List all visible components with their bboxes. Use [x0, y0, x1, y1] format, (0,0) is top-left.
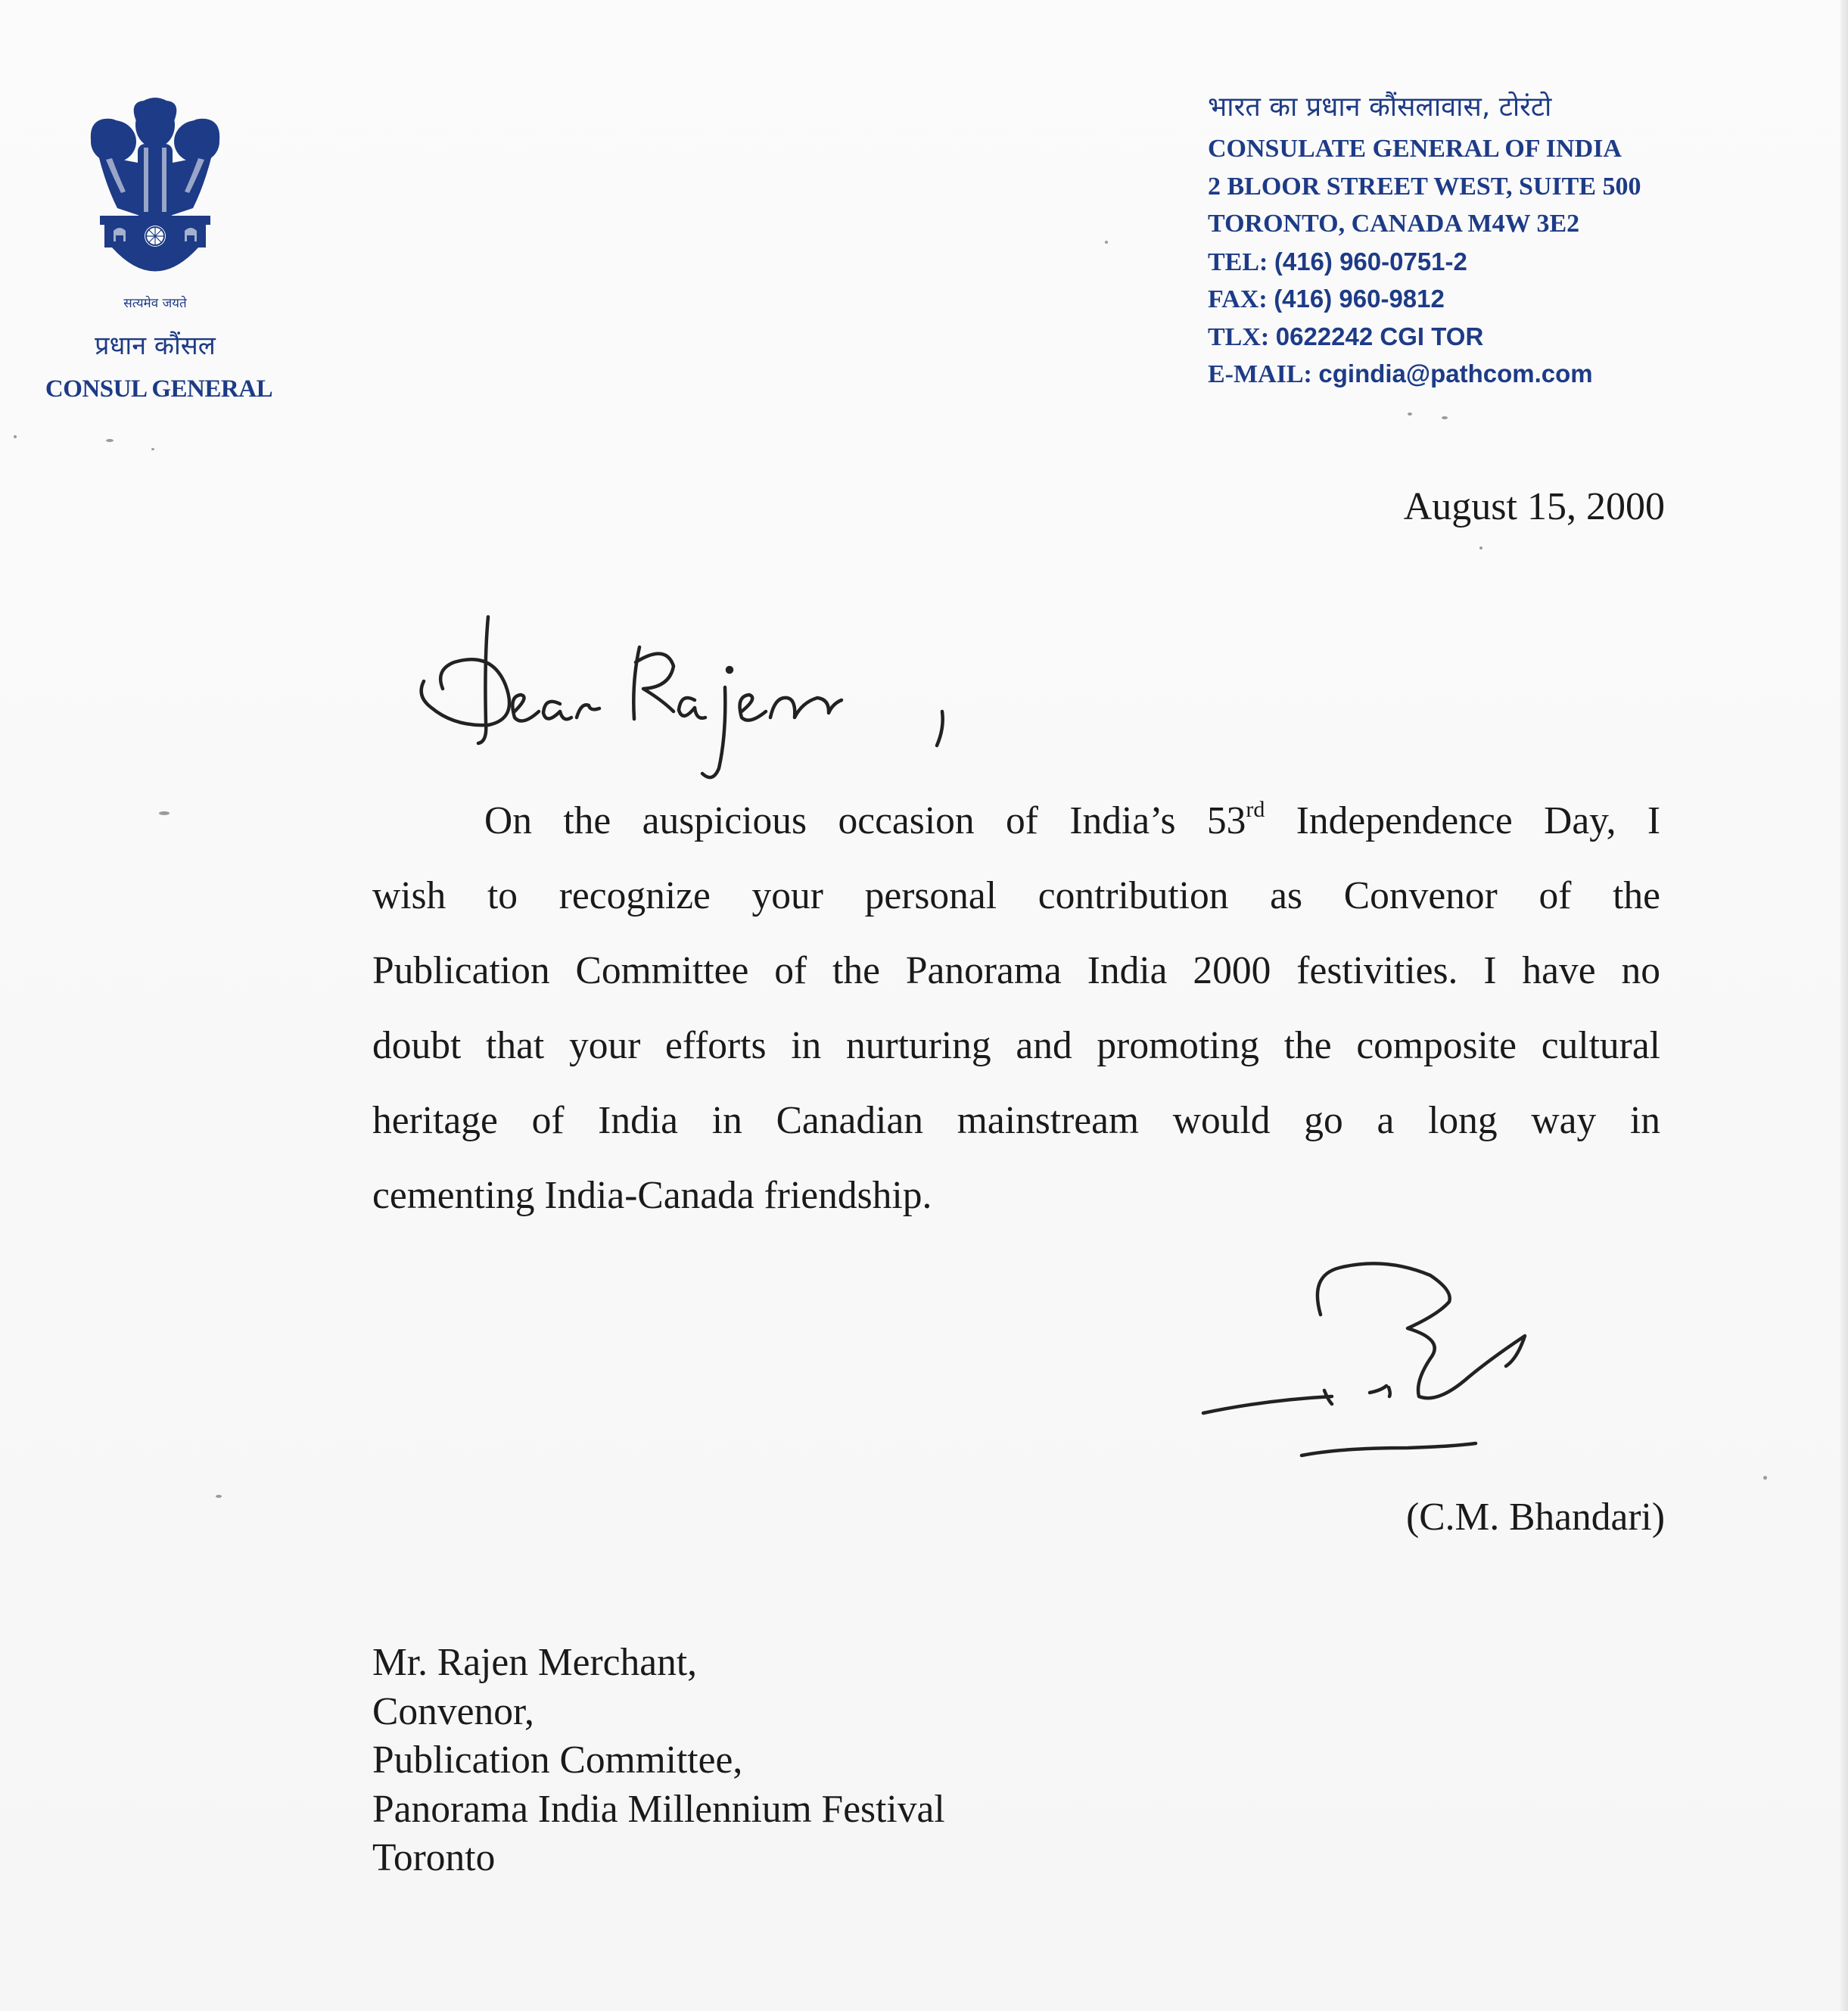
tlx-value: 0622242 CGI TOR: [1275, 322, 1484, 350]
consulate-name: CONSULATE GENERAL OF INDIA: [1208, 135, 1622, 163]
body-line-6: cementing India-Canada friendship.: [372, 1174, 932, 1217]
body-line-1-part-b: Independence Day, I: [1265, 799, 1660, 842]
salutation-text: Dear Rajen,: [409, 598, 412, 599]
paper-speck: [1408, 412, 1412, 416]
recipient-block: [372, 1639, 1280, 1883]
body-line-2: wish to recognize your personal contribution as Convenor of the: [372, 874, 1660, 917]
body-line-5: heritage of India in Canadian mainstream would go a long way in: [372, 1099, 1660, 1142]
paper-speck: [106, 439, 114, 442]
paper-speck: [1442, 416, 1448, 419]
email-value: cgindia@pathcom.com: [1318, 360, 1593, 388]
address-line-1: 2 BLOOR STREET WEST, SUITE 500: [1208, 172, 1641, 201]
fax-value: (416) 960-9812: [1274, 285, 1445, 313]
office-title-english: CONSUL GENERAL: [45, 375, 273, 403]
address-line-2: TORONTO, CANADA M4W 3E2: [1208, 210, 1580, 238]
letter-date: August 15, 2000: [1403, 485, 1665, 528]
paper-speck: [1105, 241, 1108, 244]
letter-body: [372, 783, 1660, 1233]
consulate-name-hindi: भारत का प्रधान कौंसलावास, टोरंटो: [1208, 92, 1552, 123]
paper-speck: [1763, 1476, 1767, 1480]
recipient-line: Panorama India Millennium Festival: [372, 1787, 945, 1831]
tlx-label: TLX:: [1208, 322, 1270, 351]
paper-speck: [151, 448, 154, 450]
email-line: [1208, 355, 1753, 393]
recipient-line: Toronto: [372, 1836, 496, 1879]
office-title-hindi: प्रधान कौंसल: [95, 331, 216, 361]
emblem-motto: सत्यमेव जयते: [123, 296, 187, 311]
consulate-address-block: [1208, 85, 1753, 393]
paper-speck: [216, 1495, 222, 1498]
tlx-line: [1208, 318, 1753, 356]
signatory-name: (C.M. Bhandari): [1406, 1496, 1665, 1539]
recipient-line: Mr. Rajen Merchant,: [372, 1641, 698, 1684]
paper-speck: [1479, 546, 1482, 549]
page-edge: [1840, 0, 1848, 2011]
paper-speck: [159, 811, 170, 815]
handwritten-salutation: [409, 598, 1014, 795]
body-line-1-part-a: On the auspicious occasion of India’s 53: [484, 799, 1246, 842]
email-label: E-MAIL:: [1208, 360, 1312, 388]
body-line-4: doubt that your efforts in nurturing and promoting the composite cultural: [372, 1024, 1660, 1067]
handwritten-signature: [1188, 1245, 1718, 1472]
tel-value: (416) 960-0751-2: [1274, 247, 1467, 276]
tel-line: [1208, 243, 1753, 281]
fax-line: [1208, 280, 1753, 318]
body-line-1: [372, 783, 1660, 858]
recipient-line: Publication Committee,: [372, 1739, 743, 1782]
tel-label: TEL:: [1208, 247, 1268, 276]
body-line-3: Publication Committee of the Panorama India 2000 festivities. I have no: [372, 949, 1660, 992]
paper-speck: [14, 435, 17, 438]
ordinal-suffix: rd: [1246, 797, 1265, 822]
national-emblem-icon: [83, 95, 227, 295]
recipient-line: Convenor,: [372, 1689, 534, 1733]
fax-label: FAX:: [1208, 285, 1268, 313]
